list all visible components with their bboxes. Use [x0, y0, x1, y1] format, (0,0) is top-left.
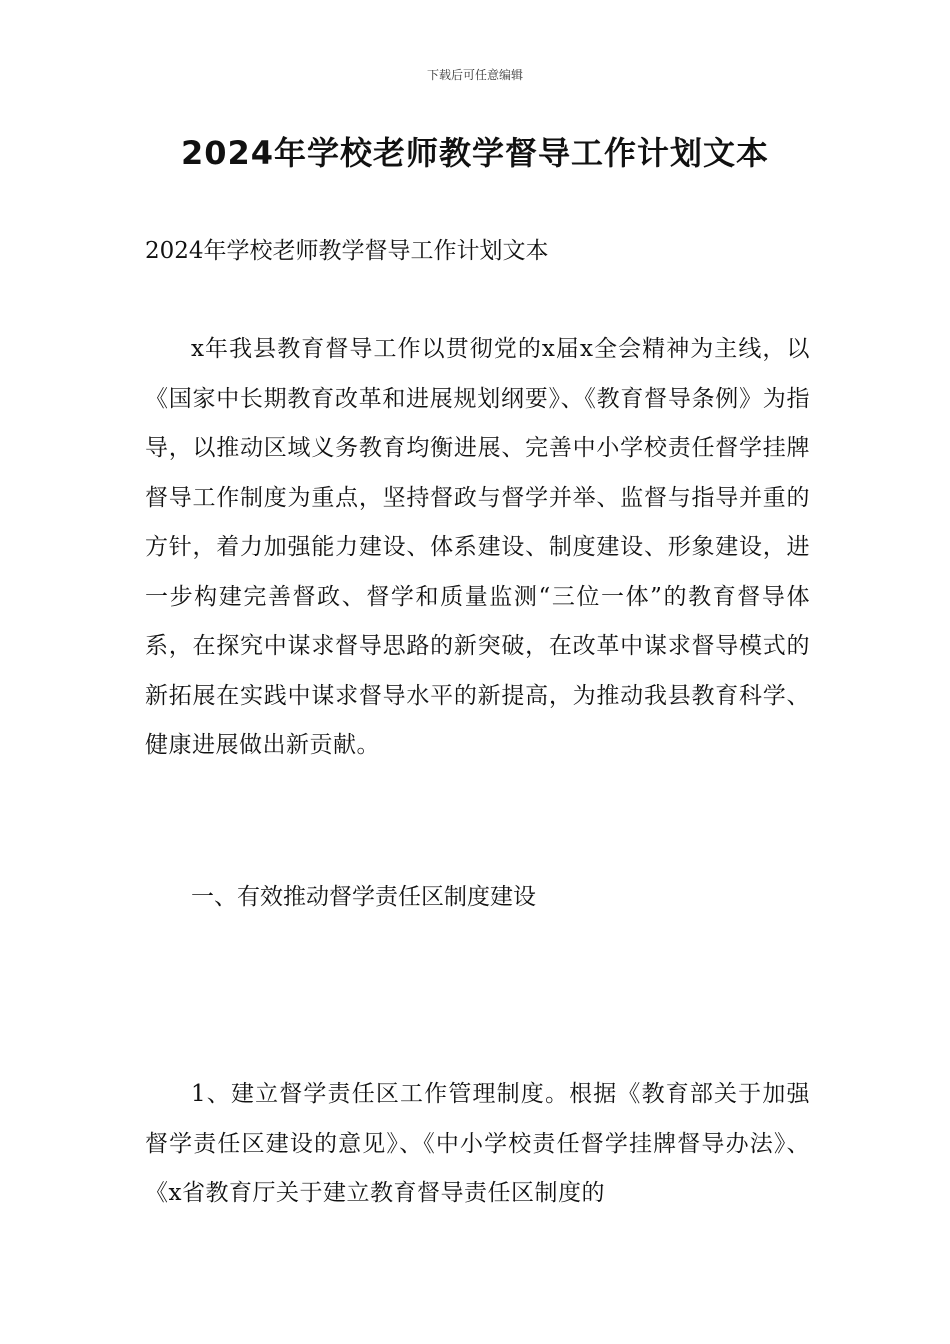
paragraph-1-1: 1、建立督学责任区工作管理制度。根据《教育部关于加强督学责任区建设的意见》、《中小学校责任督学挂牌督导办法》、《x省教育厅关于建立教育督导责任区制度的 [145, 1081, 810, 1206]
section-heading-1: 一、有效推动督学责任区制度建设 [191, 884, 536, 910]
header-note: 下载后可任意编辑 [426, 68, 523, 82]
document-subtitle: 2024年学校老师教学督导工作计划文本 [145, 238, 549, 264]
document-title: 2024年学校老师教学督导工作计划文本 [180, 134, 770, 172]
intro-paragraph: x年我县教育督导工作以贯彻党的x届x全会精神为主线，以《国家中长期教育改革和进展规划纲要》、《教育督导条例》为指导，以推动区域义务教育均衡进展、完善中小学校责任督学挂牌督导工作制度为重点，坚持督政与督学并举、监督与指导并重的方针，着力加强能力建设、体系建设、制度建设、形象建设，进一步构建完善督政、督学和质量监测“三位一体”的教育督导体系，在探究中谋求督导思路的新突破，在改革中谋求督导模式的新拓展在实践中谋求督导水平的新提高，为推动我县教育科学、健康进展做出新贡献。 [145, 336, 810, 758]
